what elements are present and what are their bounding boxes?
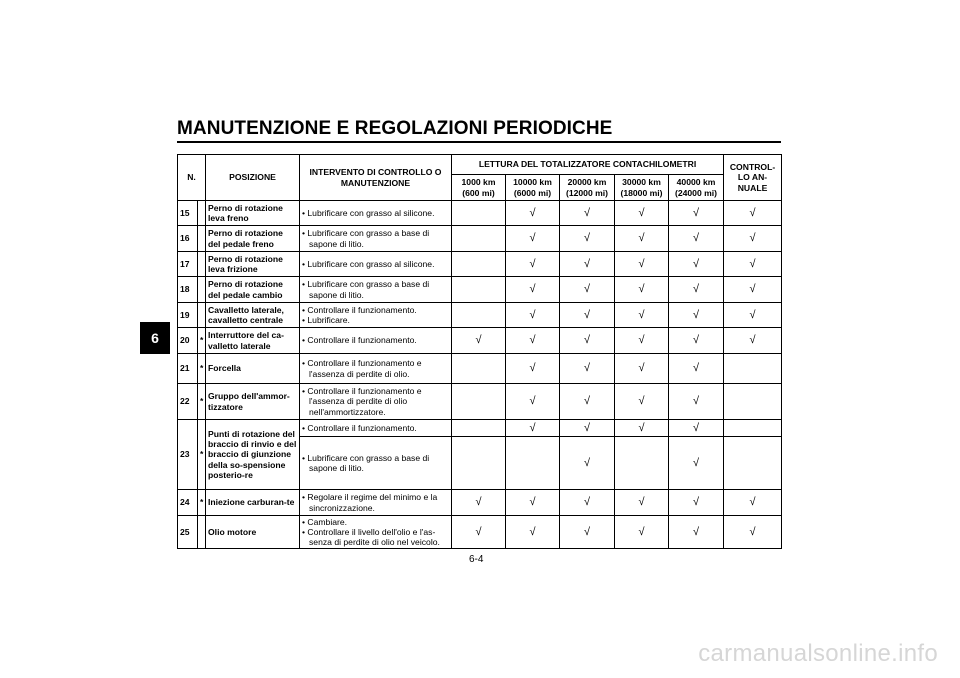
annual-check: √	[724, 516, 782, 549]
page-number: 6-4	[469, 554, 484, 565]
table-row	[178, 201, 782, 226]
interval-check: √	[615, 303, 669, 328]
interval-check: √	[560, 277, 615, 303]
interval-check	[506, 437, 560, 490]
header-km-value: 10000 km	[513, 177, 552, 188]
interval-check: √	[669, 226, 724, 252]
header-action: INTERVENTO DI CONTROLLO O MANUTENZIONE	[300, 155, 452, 201]
row-star	[198, 303, 206, 328]
action-item: • Lubrificare.	[302, 315, 350, 325]
interval-check: √	[506, 303, 560, 328]
interval-check: √	[560, 201, 615, 226]
interval-check: √	[452, 328, 506, 354]
row-action	[300, 277, 452, 303]
interval-check	[452, 252, 506, 277]
row-action	[300, 201, 452, 226]
interval-check: √	[669, 252, 724, 277]
row-action	[300, 354, 452, 384]
row-star: *	[198, 490, 206, 516]
interval-check: √	[506, 328, 560, 354]
interval-check: √	[560, 354, 615, 384]
interval-check	[452, 420, 506, 437]
interval-check: √	[560, 516, 615, 549]
header-km-1	[506, 175, 560, 201]
interval-check: √	[506, 277, 560, 303]
annual-check	[724, 354, 782, 384]
interval-check	[452, 384, 506, 420]
table-row	[178, 420, 782, 437]
action-item: • Regolare il regime del minimo e la sincronizzazione.	[302, 492, 438, 513]
page-title: MANUTENZIONE E REGOLAZIONI PERIODICHE	[177, 118, 613, 139]
action-item: • Controllare il livello dell'olio e l'as-senza di perdite di olio nel veicolo.	[302, 527, 440, 548]
interval-check: √	[615, 226, 669, 252]
row-number: 25	[178, 516, 198, 549]
interval-check: √	[669, 384, 724, 420]
interval-check: √	[506, 516, 560, 549]
table-row	[178, 384, 782, 420]
interval-check: √	[506, 201, 560, 226]
table-row	[178, 354, 782, 384]
row-position: Cavalletto laterale, cavalletto centrale	[206, 303, 300, 328]
row-number: 17	[178, 252, 198, 277]
row-action	[300, 226, 452, 252]
header-km-4	[669, 175, 724, 201]
row-star: *	[198, 328, 206, 354]
interval-check	[452, 303, 506, 328]
row-action	[300, 420, 452, 437]
interval-check: √	[452, 490, 506, 516]
interval-check: √	[560, 384, 615, 420]
row-position: Perno di rotazione del pedale freno	[206, 226, 300, 252]
interval-check: √	[560, 303, 615, 328]
action-item: • Lubrificare con grasso a base di sapone di litio.	[302, 452, 430, 473]
title-rule	[177, 141, 781, 143]
annual-check	[724, 420, 782, 437]
interval-check: √	[669, 328, 724, 354]
action-item: • Lubrificare con grasso al silicone.	[302, 207, 435, 218]
table-row	[178, 277, 782, 303]
interval-check: √	[560, 490, 615, 516]
interval-check	[452, 437, 506, 490]
interval-check: √	[506, 490, 560, 516]
interval-check: √	[506, 354, 560, 384]
action-item: • Controllare il funzionamento.	[302, 335, 417, 346]
row-star	[198, 226, 206, 252]
action-item: • Controllare il funzionamento e l'assenza di perdite di olio.	[302, 358, 422, 379]
table-row	[178, 516, 782, 549]
row-number: 18	[178, 277, 198, 303]
row-position: Gruppo dell'ammor-tizzatore	[206, 384, 300, 420]
chapter-tab: 6	[140, 322, 170, 354]
row-position: Punti di rotazione del braccio di rinvio e del braccio di giunzione della so-spensione posterio-re	[206, 420, 300, 490]
row-star: *	[198, 384, 206, 420]
annual-check	[724, 384, 782, 420]
row-star: *	[198, 354, 206, 384]
row-position: Perno di rotazione del pedale cambio	[206, 277, 300, 303]
action-item: • Controllare il funzionamento e l'assenza di perdite di olio nell'ammortizzatore.	[302, 386, 422, 417]
table-row	[178, 328, 782, 354]
annual-check: √	[724, 252, 782, 277]
interval-check: √	[560, 420, 615, 437]
row-star	[198, 277, 206, 303]
interval-check	[452, 226, 506, 252]
row-number: 16	[178, 226, 198, 252]
header-mi-value: (600 mi)	[462, 187, 495, 198]
interval-check: √	[669, 277, 724, 303]
table-row	[178, 252, 782, 277]
annual-check: √	[724, 226, 782, 252]
row-star	[198, 252, 206, 277]
row-number: 21	[178, 354, 198, 384]
header-km-value: 1000 km	[461, 177, 496, 188]
header-km-2	[560, 175, 615, 201]
annual-check: √	[724, 303, 782, 328]
interval-check: √	[506, 384, 560, 420]
interval-check: √	[615, 420, 669, 437]
annual-check: √	[724, 201, 782, 226]
interval-check: √	[669, 201, 724, 226]
maintenance-table	[177, 154, 782, 549]
row-action	[300, 303, 452, 328]
action-item: • Lubrificare con grasso al silicone.	[302, 258, 435, 269]
maintenance-table-wrap	[177, 154, 781, 549]
interval-check: √	[506, 226, 560, 252]
interval-check: √	[615, 384, 669, 420]
interval-check: √	[615, 201, 669, 226]
row-position: Olio motore	[206, 516, 300, 549]
row-action	[300, 384, 452, 420]
annual-check: √	[724, 490, 782, 516]
header-mi-value: (18000 mi)	[620, 187, 663, 198]
row-number: 23	[178, 420, 198, 490]
row-number: 19	[178, 303, 198, 328]
watermark: carmanualsonline.info	[698, 640, 938, 667]
row-action	[300, 328, 452, 354]
row-position: Iniezione carburan-te	[206, 490, 300, 516]
interval-check	[452, 277, 506, 303]
interval-check: √	[669, 516, 724, 549]
header-km-3	[615, 175, 669, 201]
row-star: *	[198, 420, 206, 490]
action-item: • Controllare il funzionamento.	[302, 304, 417, 315]
interval-check: √	[669, 437, 724, 490]
interval-check: √	[669, 303, 724, 328]
interval-check: √	[669, 354, 724, 384]
interval-check: √	[669, 490, 724, 516]
annual-check: √	[724, 277, 782, 303]
table-row	[178, 490, 782, 516]
header-km-value: 30000 km	[622, 177, 661, 188]
row-action	[300, 437, 452, 490]
header-n: N.	[178, 155, 206, 201]
action-item: • Cambiare.	[302, 517, 348, 527]
interval-check: √	[615, 328, 669, 354]
header-mi-value: (6000 mi)	[513, 187, 552, 198]
row-action	[300, 516, 452, 549]
interval-check: √	[560, 226, 615, 252]
row-action	[300, 252, 452, 277]
interval-check: √	[615, 490, 669, 516]
header-mi-value: (12000 mi)	[565, 187, 609, 198]
annual-check: √	[724, 328, 782, 354]
interval-check: √	[506, 252, 560, 277]
interval-check: √	[615, 354, 669, 384]
interval-check: √	[560, 328, 615, 354]
row-position: Forcella	[206, 354, 300, 384]
row-number: 22	[178, 384, 198, 420]
header-km-value: 40000 km	[676, 177, 716, 188]
header-km-value: 20000 km	[567, 177, 607, 188]
interval-check	[615, 437, 669, 490]
interval-check: √	[560, 252, 615, 277]
table-row	[178, 226, 782, 252]
interval-check: √	[669, 420, 724, 437]
header-km-0	[452, 175, 506, 201]
interval-check	[452, 201, 506, 226]
interval-check: √	[615, 252, 669, 277]
action-item: • Lubrificare con grasso a base di sapone di litio.	[302, 228, 430, 249]
interval-check: √	[615, 277, 669, 303]
row-number: 24	[178, 490, 198, 516]
row-star	[198, 516, 206, 549]
row-position: Perno di rotazione leva freno	[206, 201, 300, 226]
interval-check	[452, 354, 506, 384]
row-action	[300, 490, 452, 516]
annual-check	[724, 437, 782, 490]
header-mi-value: (24000 mi)	[674, 187, 718, 198]
interval-check: √	[615, 516, 669, 549]
row-position: Interruttore del ca-valletto laterale	[206, 328, 300, 354]
interval-check: √	[452, 516, 506, 549]
header-position: POSIZIONE	[206, 155, 300, 201]
interval-check: √	[506, 420, 560, 437]
row-star	[198, 201, 206, 226]
row-number: 20	[178, 328, 198, 354]
row-position: Perno di rotazione leva frizione	[206, 252, 300, 277]
interval-check: √	[560, 437, 615, 490]
action-item: • Controllare il funzionamento.	[302, 422, 417, 433]
row-number: 15	[178, 201, 198, 226]
action-item: • Lubrificare con grasso a base di sapone di litio.	[302, 279, 430, 300]
table-row	[178, 303, 782, 328]
header-odometer: LETTURA DEL TOTALIZZATORE CONTACHILOMETRI	[452, 155, 724, 175]
header-annual: CONTROL-LO AN-NUALE	[724, 155, 782, 201]
